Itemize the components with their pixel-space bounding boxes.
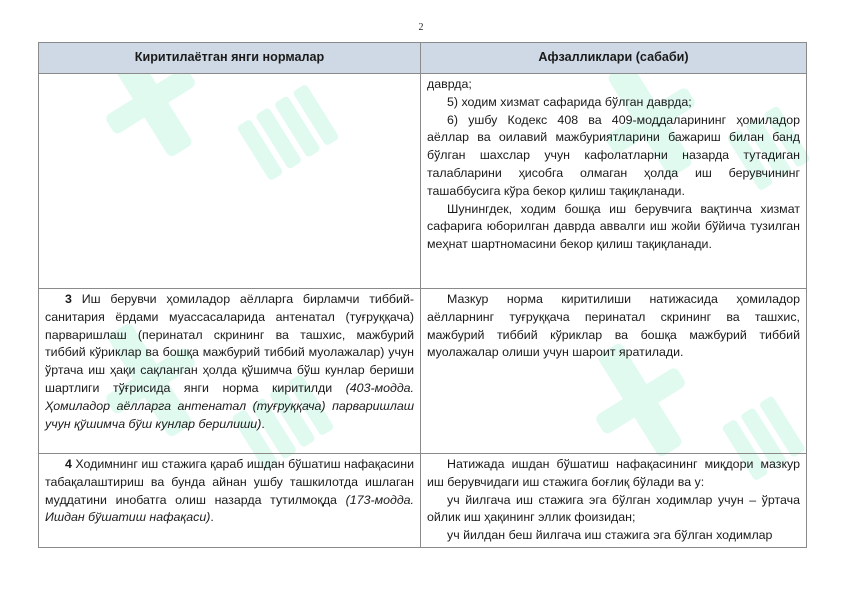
row1-right-para: 5) ходим хизмат сафарида бўлган даврда;: [447, 94, 692, 109]
row2-left-cell: [39, 289, 421, 454]
header-advantages: Афзалликлари (сабаби): [421, 43, 807, 74]
row1-right-cell: [421, 74, 807, 289]
row3-left-para: [45, 456, 414, 527]
row2-right-cell: [421, 289, 807, 454]
row-number: 4: [65, 457, 72, 471]
table-row: [39, 454, 807, 548]
article-reference: (403-модда. Ҳомиладор аёлларга антенатал (туғруққача) парваришлаш учун қўшимча бўш кунлар берилиши): [45, 380, 414, 431]
punctuation: .: [210, 510, 214, 525]
row3-right-para: уч йилгача иш стажига эга бўлган ходимлар учун – ўртача ойлик иш ҳақининг эллик фоизидан;: [427, 492, 800, 525]
table-row: [39, 289, 807, 454]
row3-right-cell: [421, 454, 807, 548]
page-number: 2: [418, 22, 424, 33]
row3-right-para: Натижада ишдан бўшатиш нафақасининг миқдори мазкур иш берувчидаги иш стажига боғлиқ бўлади ва у:: [427, 457, 800, 489]
row2-left-para: [45, 291, 414, 433]
row1-left-cell: [39, 74, 421, 289]
article-reference: (173-модда. Ишдан бўшатиш нафақаси): [45, 492, 414, 525]
norms-table: [38, 42, 807, 548]
row3-left-cell: [39, 454, 421, 548]
row2-right-para: Мазкур норма киритилиши натижасида ҳомиладор аёлларнинг туғруққача перинатал скрининг ва ташхис, мажбурий тиббий кўриклар ва бошқа мажбурий тиббий муолажалар олиши учун шароит яратилади.: [427, 292, 800, 360]
punctuation: .: [261, 416, 265, 431]
table-row: [39, 74, 807, 289]
row1-right-para: даврда;: [427, 77, 472, 91]
row3-right-para: уч йилдан беш йилгача иш стажига эга бўлган ходимлар: [447, 528, 773, 543]
table-header-row: [39, 43, 807, 74]
header-new-norms: Киритилаётган янги нормалар: [39, 43, 421, 74]
norm-text: Иш берувчи ҳомиладор аёлларга бирламчи тиббий-санитария ёрдами муассасаларида антенатал (туғруққача) парваришлаш (перинатал скрининг ва ташхис, мажбурий тиббий кўриклар ва бошқа мажбурий тиббий муолажалар) учун ўртача иш ҳақи сақланган ҳолда қўшимча бўш кунлар бериши шартлиги тўғрисида янги норма киритилди: [45, 292, 414, 395]
row1-right-para: 6) ушбу Кодекс 408 ва 409-моддаларининг ҳомиладор аёллар ва оилавий мажбуриятларини бажариш билан банд бўлган шахслар учун кафолатларни назарда тутадиган талабларини ҳисобга олмаган ҳолда иш берувчининг ташаббусига кўра бекор қилиш тақиқланади.: [427, 112, 800, 198]
row-number: 3: [65, 292, 72, 306]
row1-right-para: Шунингдек, ходим бошқа иш берувчига вақтинча хизмат сафарига юборилган даврда аввалги иш жойи бўйича тузилган меҳнат шартномасини бекор қилиш тақиқланади.: [427, 201, 800, 252]
norm-text: Ходимнинг иш стажига қараб ишдан бўшатиш нафақасини табақалаштириш ва бунда айнан ушбу ташкилотда ишлаган муддатини инобатга олиш назарда тутилмоқда: [45, 457, 414, 507]
